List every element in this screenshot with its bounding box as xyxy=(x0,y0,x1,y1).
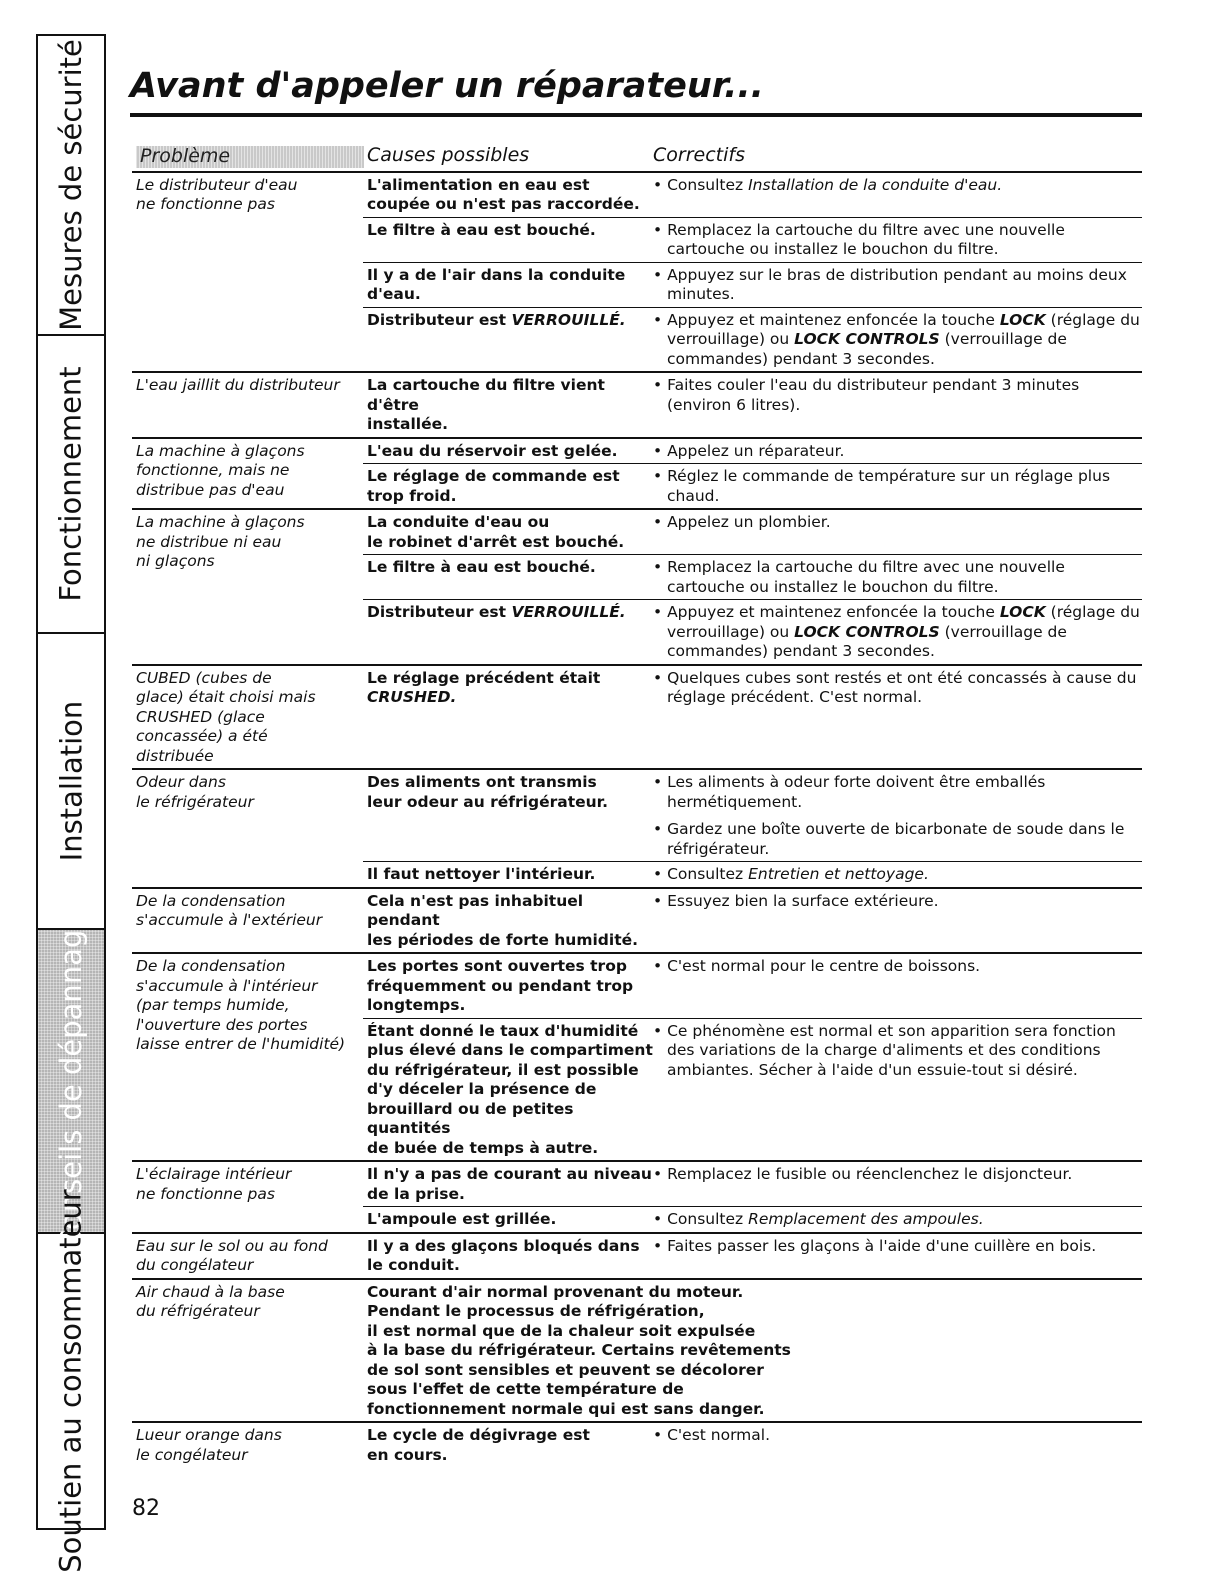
section-sidebar xyxy=(36,34,106,1573)
page-number: 82 xyxy=(132,1496,160,1521)
text-run: C'est normal. xyxy=(667,1426,771,1444)
fix-cell xyxy=(653,862,1142,888)
problem-cell: Lueur orange dans le congélateur xyxy=(132,1422,363,1467)
problem-cell: L'éclairage intérieur ne fonctionne pas xyxy=(132,1161,363,1233)
cause-cell: L'eau du réservoir est gelée. xyxy=(363,438,653,464)
text-run: Remplacement des ampoules. xyxy=(748,1210,984,1228)
text-run: Faites couler l'eau du distributeur pendant 3 minutes (environ 6 litres). xyxy=(667,376,1080,414)
fix-item xyxy=(653,1210,1142,1230)
text-run: Consultez xyxy=(667,175,749,194)
cause-cell: Le cycle de dégivrage est en cours. xyxy=(363,1422,653,1467)
text-run: Remplacez la cartouche du filtre avec une nouvelle cartouche ou installez le bouchon du filtre. xyxy=(667,220,1065,258)
table-row xyxy=(132,1233,1142,1279)
fix-cell xyxy=(653,509,1142,555)
fix-cell xyxy=(653,1018,1142,1161)
text-run: Appelez un plombier. xyxy=(667,513,831,531)
cause-cell: Étant donné le taux d'humidité plus élevé dans le compartiment du réfrigérateur, il est possible d'y déceler la présence de brouillard ou de petites quantités de buée de temps à autre. xyxy=(363,1018,653,1161)
sidebar-tab-safety[interactable] xyxy=(38,36,104,336)
cause-cell: La cartouche du filtre vient d'être installée. xyxy=(363,372,653,438)
cause-cell: L'ampoule est grillée. xyxy=(363,1207,653,1233)
text-run: Distributeur est xyxy=(367,603,512,621)
fix-cell xyxy=(653,769,1142,862)
text-run: Gardez une boîte ouverte de bicarbonate de soude dans le réfrigérateur. xyxy=(667,820,1125,858)
cause-cell: Il faut nettoyer l'intérieur. xyxy=(363,862,653,888)
problem-cell: La machine à glaçons ne distribue ni eau ni glaçons xyxy=(132,509,363,665)
text-run: (verrouillage de commandes) pendant 3 secondes. xyxy=(667,622,1067,660)
cause-cell: Courant d'air normal provenant du moteur. Pendant le processus de réfrigération, il est normal que de la chaleur soit expulsée à la base du réfrigérateur. Certains revêtements de sol sont sensibles et peuvent se décolorer sous l'effet de cette température de fonctionnement normale qui est sans danger. xyxy=(363,1279,1142,1423)
problem-cell: L'eau jaillit du distributeur xyxy=(132,372,363,438)
sidebar-tab-consumer-support[interactable] xyxy=(38,1189,104,1573)
fix-item xyxy=(653,1022,1142,1081)
table-row xyxy=(132,1161,1142,1207)
text-run: Distributeur est xyxy=(367,310,512,329)
text-run: VERROUILLÉ. xyxy=(511,603,626,621)
text-run: Remplacez la cartouche du filtre avec une nouvelle cartouche ou installez le bouchon du filtre. xyxy=(667,558,1065,596)
sidebar-tab-label: Fonctionnement xyxy=(54,366,89,602)
text-run: C'est normal pour le centre de boissons. xyxy=(667,957,981,975)
cause-cell: Cela n'est pas inhabituel pendant les périodes de forte humidité. xyxy=(363,888,653,954)
fix-item xyxy=(653,957,1142,977)
text-run: LOCK xyxy=(999,603,1046,621)
text-run: Remplacez le fusible ou réenclenchez le disjoncteur. xyxy=(667,1165,1073,1183)
cause-cell: Il n'y a pas de courant au niveau de la prise. xyxy=(363,1161,653,1207)
fix-cell xyxy=(653,1161,1142,1207)
table-row xyxy=(132,172,1142,218)
table-row xyxy=(132,953,1142,1018)
text-run: Réglez le commande de température sur un réglage plus chaud. xyxy=(667,467,1111,505)
text-run: VERROUILLÉ. xyxy=(511,310,626,329)
table-row xyxy=(132,438,1142,464)
fix-cell xyxy=(653,372,1142,438)
sidebar-tab-label: Mesures de sécurité xyxy=(54,39,88,331)
text-run: Essuyez bien la surface extérieure. xyxy=(667,891,939,910)
fix-cell xyxy=(653,438,1142,464)
fix-item xyxy=(653,376,1142,415)
problem-cell: Eau sur le sol ou au fond du congélateur xyxy=(132,1233,363,1279)
table-row xyxy=(132,372,1142,438)
cause-cell: Il y a des glaçons bloqués dans le conduit. xyxy=(363,1233,653,1279)
fix-item xyxy=(653,467,1142,506)
problem-cell: De la condensation s'accumule à l'extérieur xyxy=(132,888,363,954)
fix-item xyxy=(653,266,1142,305)
text-run: (réglage du verrouillage) ou xyxy=(667,310,1140,348)
cause-cell: Le réglage de commande est trop froid. xyxy=(363,464,653,510)
text-run: Appuyez et maintenez enfoncée la touche xyxy=(667,603,1000,621)
text-run: Consultez xyxy=(667,1210,749,1228)
troubleshooting-table xyxy=(132,143,1142,1467)
text-run: LOCK CONTROLS xyxy=(794,622,940,641)
problem-cell: CUBED (cubes de glace) était choisi mais CRUSHED (glace concassée) a été distribuée xyxy=(132,665,363,770)
fix-cell xyxy=(653,600,1142,665)
fix-cell xyxy=(653,665,1142,770)
header-fixes: Correctifs xyxy=(653,143,1142,172)
fix-item xyxy=(653,442,1142,462)
text-run: LOCK xyxy=(999,310,1046,329)
cause-cell xyxy=(363,307,653,372)
fix-item xyxy=(653,513,1142,533)
text-run: Quelques cubes sont restés et ont été concassés à cause du réglage précédent. C'est normal. xyxy=(667,668,1137,706)
table-body xyxy=(132,172,1142,1468)
fix-cell xyxy=(653,464,1142,510)
cause-cell: Il y a de l'air dans la conduite d'eau. xyxy=(363,262,653,307)
text-run: Appuyez sur le bras de distribution pendant au moins deux minutes. xyxy=(667,265,1127,303)
sidebar-tab-installation[interactable] xyxy=(38,634,104,930)
table-row xyxy=(132,509,1142,555)
problem-cell: Odeur dans le réfrigérateur xyxy=(132,769,363,888)
fix-item xyxy=(653,311,1142,370)
text-run: Installation de la conduite d'eau. xyxy=(748,175,1003,194)
fix-cell xyxy=(653,1422,1142,1467)
sidebar-tab-label: Conseils de dépannage xyxy=(54,911,89,1251)
fix-item xyxy=(653,865,1142,885)
table-header-row xyxy=(132,143,1142,172)
text-run: Les aliments à odeur forte doivent être emballés hermétiquement. xyxy=(667,773,1046,811)
text-run: Appelez un réparateur. xyxy=(667,441,845,460)
cause-cell xyxy=(363,600,653,665)
text-run: Le réglage précédent était xyxy=(367,668,601,687)
text-run: Consultez xyxy=(667,865,749,883)
text-run: Entretien et nettoyage. xyxy=(748,865,929,883)
fix-item xyxy=(653,603,1142,662)
fix-item xyxy=(653,221,1142,260)
fix-cell xyxy=(653,1233,1142,1279)
text-run: LOCK CONTROLS xyxy=(794,330,940,348)
text-run: Faites passer les glaçons à l'aide d'une cuillère en bois. xyxy=(667,1236,1097,1255)
page-title: Avant d'appeler un réparateur... xyxy=(130,66,764,106)
cause-cell: Des aliments ont transmis leur odeur au réfrigérateur. xyxy=(363,769,653,862)
cause-cell: Le filtre à eau est bouché. xyxy=(363,217,653,262)
fix-item xyxy=(653,892,1142,912)
problem-cell: La machine à glaçons fonctionne, mais ne distribue pas d'eau xyxy=(132,438,363,510)
sidebar-tab-operation[interactable] xyxy=(38,336,104,634)
problem-cell: Le distributeur d'eau ne fonctionne pas xyxy=(132,172,363,373)
fix-cell xyxy=(653,888,1142,954)
fix-item xyxy=(653,1426,1142,1446)
cause-cell xyxy=(363,665,653,770)
fix-item xyxy=(653,773,1142,812)
fix-cell xyxy=(653,307,1142,372)
fix-item xyxy=(653,1165,1142,1185)
text-run: CRUSHED. xyxy=(367,688,457,706)
fix-cell xyxy=(653,217,1142,262)
cause-cell: L'alimentation en eau est coupée ou n'est pas raccordée. xyxy=(363,172,653,218)
fix-item xyxy=(653,1237,1142,1257)
table-row xyxy=(132,665,1142,770)
fix-cell xyxy=(653,262,1142,307)
text-run: Appuyez et maintenez enfoncée la touche xyxy=(667,310,1000,329)
text-run: Ce phénomène est normal et son apparition sera fonction des variations de la charge d'aliments et des conditions ambiantes. Sécher à l'aide d'un essuie-tout si désiré. xyxy=(667,1021,1116,1079)
table-row xyxy=(132,769,1142,862)
cause-cell: Le filtre à eau est bouché. xyxy=(363,555,653,600)
fix-item xyxy=(653,669,1142,708)
sidebar-tab-label: Installation xyxy=(54,700,88,862)
fix-item xyxy=(653,820,1142,859)
header-problem: Problème xyxy=(132,143,363,172)
problem-cell: De la condensation s'accumule à l'intérieur (par temps humide, l'ouverture des portes laisse entrer de l'humidité) xyxy=(132,953,363,1161)
fix-cell xyxy=(653,555,1142,600)
problem-cell: Air chaud à la base du réfrigérateur xyxy=(132,1279,363,1423)
fix-cell xyxy=(653,953,1142,1018)
fix-item xyxy=(653,558,1142,597)
fix-cell xyxy=(653,172,1142,218)
fix-cell xyxy=(653,1207,1142,1233)
cause-cell: La conduite d'eau ou le robinet d'arrêt est bouché. xyxy=(363,509,653,555)
table-row xyxy=(132,888,1142,954)
sidebar-tab-label: Soutien au consommateur xyxy=(54,1189,89,1573)
cause-cell: Les portes sont ouvertes trop fréquemment ou pendant trop longtemps. xyxy=(363,953,653,1018)
table-row xyxy=(132,1279,1142,1423)
title-divider xyxy=(130,113,1142,117)
table-row xyxy=(132,1422,1142,1467)
text-run: (réglage du verrouillage) ou xyxy=(667,603,1140,641)
fix-item xyxy=(653,176,1142,196)
header-causes: Causes possibles xyxy=(363,143,653,172)
text-run: (verrouillage de commandes) pendant 3 secondes. xyxy=(667,330,1067,368)
